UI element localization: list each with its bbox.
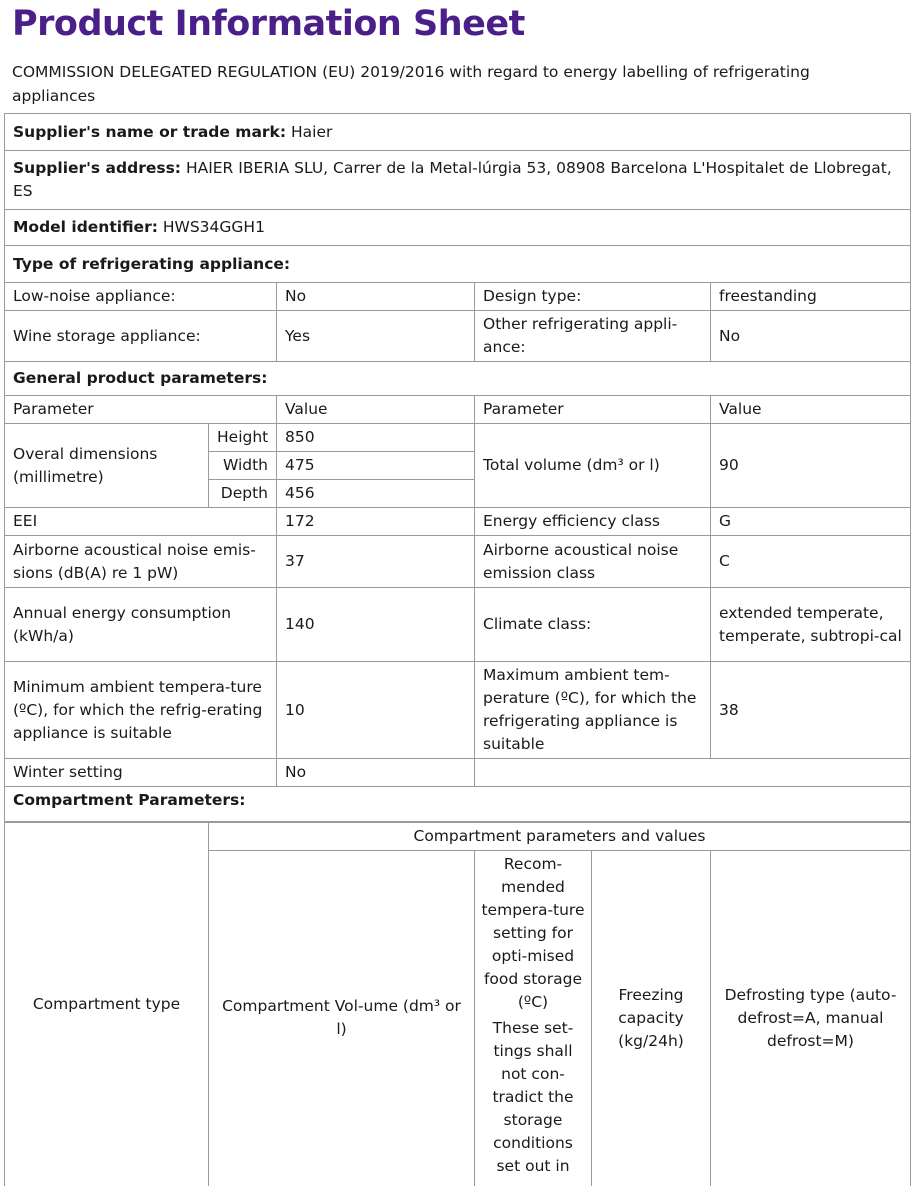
total-volume-value: 90 xyxy=(711,424,911,508)
depth-label: Depth xyxy=(209,480,277,508)
type-heading-row xyxy=(5,246,911,283)
low-noise-row xyxy=(5,283,911,311)
recommended-temp-text: Recom-mended tempera-ture setting for opti-mised food storage (ºC) xyxy=(481,854,585,1011)
width-label: Width xyxy=(209,452,277,480)
annual-energy-row xyxy=(5,588,911,662)
compartment-heading: Compartment Parameters: xyxy=(5,787,911,822)
recommended-temp-header xyxy=(475,850,592,1186)
col-parameter-right: Parameter xyxy=(475,396,711,424)
supplier-name-label: Supplier's name or trade mark: xyxy=(13,122,287,141)
width-value: 475 xyxy=(277,452,475,480)
general-heading: General product parameters: xyxy=(5,362,911,396)
design-type-value: freestanding xyxy=(711,283,911,311)
regulation-text: COMMISSION DELEGATED REGULATION (EU) 2019/2016 with regard to energy labelling of refrigerating appliances xyxy=(12,63,810,105)
noise-class-label: Airborne acoustical noise emission class xyxy=(475,536,711,588)
dimensions-label: Overal dimensions (millimetre) xyxy=(5,424,209,508)
compartment-group-row xyxy=(5,822,911,851)
general-heading-row xyxy=(5,362,911,396)
annual-energy-value: 140 xyxy=(277,588,475,662)
winter-setting-label: Winter setting xyxy=(5,759,277,787)
compartment-group-header: Compartment parameters and values xyxy=(209,822,911,851)
max-temp-value: 38 xyxy=(711,662,911,759)
storage-conditions-text: These set-tings shall not con-tradict the storage conditions set out in xyxy=(492,1018,574,1175)
climate-class-value: extended temperate, temperate, subtropi-cal xyxy=(711,588,911,662)
low-noise-label: Low-noise appliance: xyxy=(5,283,277,311)
wine-storage-value: Yes xyxy=(277,311,475,362)
climate-class-label: Climate class: xyxy=(475,588,711,662)
energy-class-label: Energy efficiency class xyxy=(475,508,711,536)
defrosting-type-header: Defrosting type (auto-defrost=A, manual defrost=M) xyxy=(711,850,911,1186)
supplier-name-row xyxy=(5,114,911,151)
eei-label: EEI xyxy=(5,508,277,536)
winter-setting-value: No xyxy=(277,759,475,787)
eei-value: 172 xyxy=(277,508,475,536)
supplier-address-row xyxy=(5,151,911,210)
annual-energy-label: Annual energy consumption (kWh/a) xyxy=(5,588,277,662)
model-value: HWS34GGH1 xyxy=(162,218,265,236)
eei-row xyxy=(5,508,911,536)
other-appliance-value: No xyxy=(711,311,911,362)
freezing-capacity-header: Freezing capacity (kg/24h) xyxy=(592,850,711,1186)
min-temp-label: Minimum ambient tempera-ture (ºC), for which the refrig-erating appliance is suitable xyxy=(5,662,277,759)
model-row xyxy=(5,210,911,246)
product-info-table xyxy=(4,113,911,1186)
noise-value: 37 xyxy=(277,536,475,588)
col-value-right: Value xyxy=(711,396,911,424)
total-volume-label: Total volume (dm³ or l) xyxy=(475,424,711,508)
compartment-volume-header: Compartment Vol-ume (dm³ or l) xyxy=(209,850,475,1186)
max-temp-label: Maximum ambient tem-perature (ºC), for which the refrigerating appliance is suitable xyxy=(475,662,711,759)
col-parameter-left: Parameter xyxy=(5,396,277,424)
noise-row xyxy=(5,536,911,588)
compartment-type-header: Compartment type xyxy=(5,822,209,1187)
ambient-temp-row xyxy=(5,662,911,759)
min-temp-value: 10 xyxy=(277,662,475,759)
empty-cell xyxy=(475,759,911,787)
low-noise-value: No xyxy=(277,283,475,311)
model-label: Model identifier: xyxy=(13,218,158,236)
compartment-heading-row xyxy=(5,787,911,822)
supplier-address-value: HAIER IBERIA SLU, Carrer de la Metal-lúrgia 53, 08908 Barcelona L'Hospitalet de Llobregat, ES xyxy=(13,159,892,200)
supplier-name-value: Haier xyxy=(291,122,333,141)
other-appliance-label: Other refrigerating appli-ance: xyxy=(475,311,711,362)
supplier-address-label: Supplier's address: xyxy=(13,159,181,177)
wine-storage-row xyxy=(5,311,911,362)
page-title: Product Information Sheet xyxy=(12,4,525,44)
noise-class-value: C xyxy=(711,536,911,588)
noise-label: Airborne acoustical noise emis-sions (dB(A) re 1 pW) xyxy=(5,536,277,588)
energy-class-value: G xyxy=(711,508,911,536)
winter-setting-row xyxy=(5,759,911,787)
depth-value: 456 xyxy=(277,480,475,508)
height-label: Height xyxy=(209,424,277,452)
wine-storage-label: Wine storage appliance: xyxy=(5,311,277,362)
height-value: 850 xyxy=(277,424,475,452)
design-type-label: Design type: xyxy=(475,283,711,311)
col-value-left: Value xyxy=(277,396,475,424)
type-heading: Type of refrigerating appliance: xyxy=(5,246,911,283)
general-header-row xyxy=(5,396,911,424)
height-row xyxy=(5,424,911,452)
